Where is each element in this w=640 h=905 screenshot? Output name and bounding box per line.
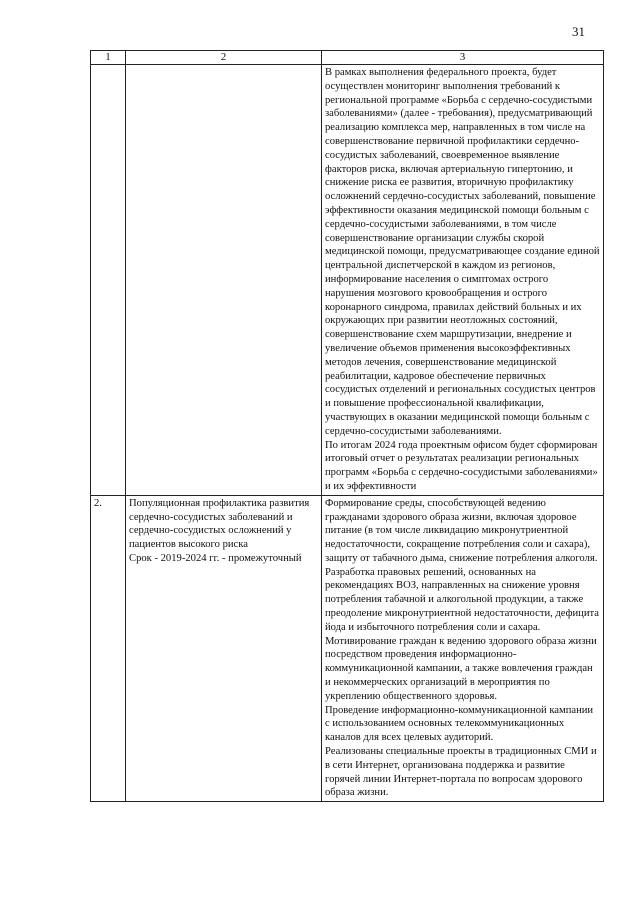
description-paragraph: Проведение информационно-коммуникационной кампании с использованием основных телекоммуникационных каналов для всех целевых аудиторий. xyxy=(325,704,594,744)
row-title xyxy=(126,65,322,496)
description-paragraph: Формирование среды, способствующей ведению гражданами здорового образа жизни, включая здоровое питание (в том числе ликвидацию микронутриентной недостаточности, сокращение потребления соли и сахара), защиту от табачного дыма, снижение потребления алкоголя. xyxy=(325,497,598,564)
row-number xyxy=(91,65,126,496)
header-col-1: 1 xyxy=(91,51,126,65)
row-description xyxy=(322,65,604,496)
header-col-3: 3 xyxy=(322,51,604,65)
table-row xyxy=(91,65,604,496)
description-paragraph: По итогам 2024 года проектным офисом будет сформирован итоговый отчет о результатах реализации региональных программ «Борьба с сердечно-сосудистыми заболеваниями» и их эффективности xyxy=(325,439,598,492)
description-paragraph: Реализованы специальные проекты в традиционных СМИ и в сети Интернет, организована поддержка и развитие горячей линии Интернет-портала по вопросам здорового образа жизни. xyxy=(325,746,597,799)
table-header-row xyxy=(91,51,604,65)
description-paragraph: В рамках выполнения федерального проекта, будет осуществлен мониторинг выполнения требований к региональной программе «Борьба с сердечно-сосудистыми заболеваниями» (далее - требования), предусматривающий реализацию комплекса мер, направленных в том числе на совершенствование первичной профилактики сердечно-сосудистых заболеваний, своевременное выявление факторов риска, включая артериальную гипертонию, и снижение риска ее развития, вторичную профилактику осложнений сердечно-сосудистых заболеваний, повышение эффективности оказания медицинской помощи больным с сердечно-сосудистыми заболеваниями, в том числе совершенствование организации службы скорой медицинской помощи, предусматривающее создание единой центральной диспетчерской в каждом из регионов, информирование населения о симптомах острого нарушения мозгового кровообращения и острого коронарного синдрома, правилах действий больных и их окружающих при развитии неотложных состояний, совершенствование схем маршрутизации, внедрение и увеличение объемов применения высокоэффективных методов лечения, совершенствование медицинской реабилитации, кадровое обеспечение первичных сосудистых отделений и региональных сосудистых центров и повышение профессиональной квалификации, участвующих в оказании медицинской помощи больным с сердечно-сосудистыми заболеваниями. xyxy=(325,67,600,437)
row-title: Популяционная профилактика развития сердечно-сосудистых заболеваний и сердечно-сосудистых осложнений у пациентов высокого риска xyxy=(129,497,310,551)
table-row xyxy=(91,495,604,802)
row-title-cell xyxy=(126,495,322,802)
row-number: 2. xyxy=(91,495,126,802)
page-number: 31 xyxy=(572,24,585,39)
measures-table xyxy=(90,50,604,802)
description-paragraph: Мотивирование граждан к ведению здорового образа жизни посредством проведения информационно-коммуникационной кампании, а также вовлечения граждан и некоммерческих организаций в мероприятия по укреплению общественного здоровья. xyxy=(325,635,597,702)
row-description xyxy=(322,495,604,802)
description-paragraph: Разработка правовых решений, основанных на рекомендациях ВОЗ, направленных на снижение уровня потребления табачной и алкогольной продукции, а также преодоление микронутриентной недостаточности, дефицита йода и избыточного потребления соли и сахара. xyxy=(325,566,599,633)
header-col-2: 2 xyxy=(126,51,322,65)
row-term: Срок - 2019-2024 гг. - промежуточный xyxy=(129,552,302,564)
